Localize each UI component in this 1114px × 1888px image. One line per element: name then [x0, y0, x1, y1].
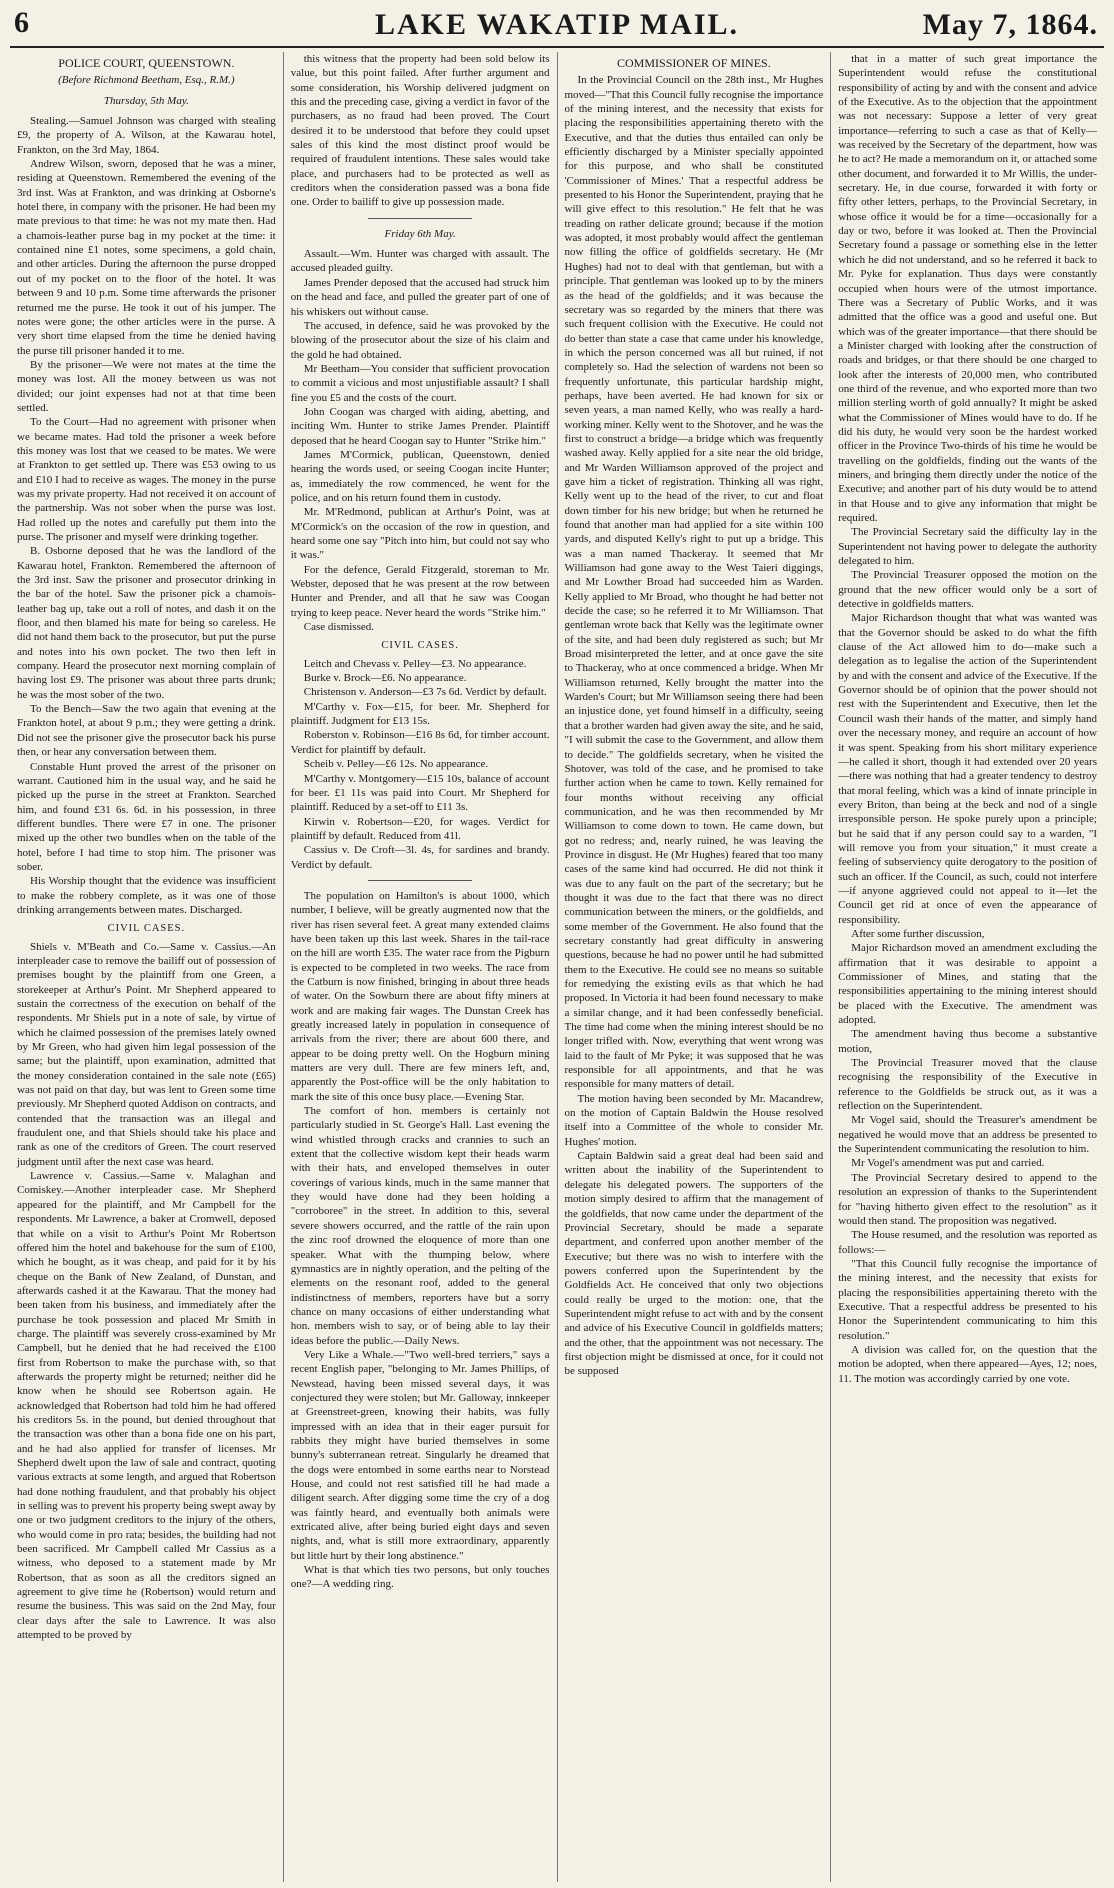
divider [368, 218, 472, 219]
paragraph: John Coogan was charged with aiding, abetting, and inciting Wm. Hunter to strike James Prender. Plaintiff deposed that he heard Coogan say to Hunter "Strike him." [290, 405, 550, 447]
paragraph: The Provincial Treasurer moved that the clause recognising the responsibility of the Executive in reference to the Goldfields be struck out, as it was a reflection on the Superintendent. [838, 1057, 1097, 1113]
civil-cases-continued [291, 52, 550, 210]
paragraph: Lawrence v. Cassius.—Same v. Malaghan and Comiskey.—Another interpleader case. Mr Shepherd appeared for the plaintiff, and Mr Campbell for the respondents. Mr Lawrence, a baker at Cromwell, deposed that while on a visit to Arthur's Point Mr Robertson offered him the hotel and bakehouse for the sum of £100, which he bought, as it was cheap, and paid for it by his cheque on the Bank of New Zealand, of Dunstan, and afterwards cashed it at the Kawarau. That the money had been taken from his business, and immediately after the purchase he took possession and placed Mr Smith in charge. The plaintiff was severely cross-examined by Mr Campbell, but he denied that he had received the £100 first from Robertson to make the purchase with, so that afterwards the property might be returned; neither did he know when he should see Robertson again. He acknowledged that Robertson had told him he had offered his creditors 5s. in the pound, but denied throughout that the transaction was other than a bona fide one on his part, and he had also applied for transfer of licenses. Mr Shepherd dwelt upon the law of sale and contract, quoting various extracts at some length, and argued that Robertson had done nothing fraudulent, and that probably his object in selling was to prevent his property being swept away by one or two judgment creditors to the injury of the others, who would come in pro rata; besides, the building had not been sacrificed. Mr Campbell called Mr Cassius as a witness, who deposed to a statement made by Mr Robertson, that as soon as all the creditors signed an agreement to give time he (Robertson) would return and resume the business. This was said on the 2nd May, four clear days after the sale to Lawrence. It was also attempted to be proved by [17, 1170, 276, 1642]
paragraph: The Provincial Secretary desired to append to the resolution an expression of thanks to the Superintendent for "having hitherto given effect to the resolution" as it would then stand. The proposition was negatived. [838, 1171, 1097, 1227]
paragraph: Kirwin v. Robertson—£20, for wages. Verdict for plaintiff by default. Reduced from 41l. [290, 815, 550, 842]
masthead [10, 6, 1104, 48]
miscellaneous-items [291, 889, 550, 1592]
paragraph: The motion having been seconded by Mr. Macandrew, on the motion of Captain Baldwin the House resolved itself into a Committee of the whole to consider Mr. Hughes' motion. [564, 1092, 824, 1148]
paragraph: Burke v. Brock—£6. No appearance. [303, 672, 467, 685]
column-2 [283, 52, 557, 1882]
column-1 [10, 52, 283, 1882]
paragraph: Leitch and Chevass v. Pelley—£3. No appearance. [303, 657, 527, 670]
paragraph: Assault.—Wm. Hunter was charged with assault. The accused pleaded guilty. [290, 248, 550, 275]
paragraph: The Provincial Treasurer opposed the motion on the ground that the new officer would only be a sort of detective in goldfields matters. [838, 569, 1097, 611]
paragraph: James M'Cormick, publican, Queenstown, denied hearing the words used, or seeing Coogan incite Hunter; as, immediately the row commenced, he went for the police, and on his return found them in custody. [290, 448, 550, 504]
paragraph: To the Bench—Saw the two again that evening at the Frankton hotel, at about 9 p.m.; they were getting a drink. Did not see the prisoner give the prosecutor back his purse then, or hear any conversation between them. [17, 703, 276, 759]
newspaper-title: LAKE WAKATIP MAIL. [374, 8, 740, 41]
paragraph: Case dismissed. [303, 621, 375, 634]
paragraph: Mr Beetham—You consider that sufficient provocation to commit a vicious and most unjustifiable assault? I shall fine you £5 and the costs of the court. [290, 362, 550, 404]
paragraph: Shiels v. M'Beath and Co.—Same v. Cassius.—An interpleader case to remove the bailiff out of possession of premises bought by the plaintiff from one Green, a storekeeper at Arthur's Point. Mr Shepherd appeared to sustain the correctness of the execution on behalf of the respondents. Mr Shiels put in a note of sale, by virtue of which he claimed possession of the premises lately owned by Mr Green, who had given him legal possession of the same; but the plaintiff, upon examination, admitted that the money consideration contained in the sale note (£65) was not paid on that day, but was lent to Green some time previously. Mr Shepherd quoted Addison on contracts, and contended that the transaction was an illegal and fraudulent one, and that Shiels should take his place and rank as one of the creditors of Green. The court reserved judgment until after the next case was heard. [17, 940, 276, 1168]
paragraph: Captain Baldwin said a great deal had been said and written about the inability of the Superintendent to delegate his delegated powers. The supporters of the motion simply desired to affirm that the management of the goldfields, that now came under the department of the Provincial Secretary, should be made a separate department, and conferred upon another member of the Executive; but there was no wish to interfere with the powers conferred upon the Superintendent by the Goldfields Act. He conceived that only two objections could really be urged to the motion: one, that the Superintendent might refuse to act with and by the consent and advice of his Executive Council in goldfields matters; and the other, that the appointment was not necessary. The first objection might be dismissed at once, for it could not be supposed [564, 1150, 824, 1378]
civil-cases-list [291, 657, 550, 872]
commissioner-article-continued [838, 52, 1097, 1386]
paragraph: M'Carthy v. Montgomery—£15 10s, balance of account for beer. £1 11s was paid into Court. Mr Shepherd for plaintiff. Reduced by a set-off to £11 3s. [290, 772, 550, 814]
paragraph: The Provincial Secretary said the difficulty lay in the Superintendent not having power to delegate the authority delegated to him. [838, 526, 1097, 568]
commissioner-heading: COMMISSIONER OF MINES. [617, 56, 771, 70]
paragraph: Mr Vogel said, should the Treasurer's amendment be negatived he would move that an address be presented to the Superintendent communicating the resolution to him. [838, 1114, 1097, 1156]
paragraph: Stealing.—Samuel Johnson was charged with stealing £9, the property of A. Wilson, at the Kawarau hotel, Frankton, on the 3rd May, 1864. [17, 115, 276, 156]
civil-cases-heading: CIVIL CASES. [107, 923, 186, 935]
columns [10, 52, 1104, 1882]
paragraph: this witness that the property had been sold below its value, but this point failed. After further argument and some consideration, his Worship delivered judgment on this and the preceding case, giving a verdict in favor of the purchasers, as no fraud had been proved. The Court desired it to be understood that before they could upset sales of this kind the most distinct proof would be required of fraudulent intentions. These sales would take place, and purchasers had to be protected as well as creditors when the consideration passed was a bona fide one. Order to bailiff to give up possession made. [290, 53, 550, 209]
paragraph: Constable Hunt proved the arrest of the prisoner on warrant. Cautioned him in the usual way, and he said he picked up the purse in the street at Frankton. Searched him, and found £31 6s. 6d. in his possession, in three different bundles. There were £7 in one. The prisoner mixed up the other two bundles when on the table of the hotel, before I had time to stop him. The prisoner was sober. [17, 760, 276, 873]
paragraph: By the prisoner—We were not mates at the time the money was lost. All the money between us was not divided; our joint expenses had not at that time been settled. [17, 358, 276, 414]
paragraph: In the Provincial Council on the 28th inst., Mr Hughes moved—"That this Council fully recognise the importance of the mining interest, and the necessity that exists for placing the responsibilities appertaining thereto with the Executive, and that the duties thus entailed can only be efficiently discharged by a Minister specially appointed for this purpose, and who shall be constituted 'Commissioner of Mines.' That a respectful address be presented to his Honor the Superintendent, praying that he will give effect to this resolution." He felt that he was treading on rather delicate ground; because if the motion was adopted, it most probably would affect the gentleman now filling the office of goldfields secretary. He (Mr Hughes) had not to deal with that gentleman, but with a principle. That gentleman was looked up to by the miners as the head of the goldfields; and it was because the secretary was so regarded by the miners that there was such frequent collision with the Executive. He could not do better than state a case that came under his knowledge, in which the person concerned was all but ruined, if not completely so. Had the selection of wardens not been so frequently unfortunate, this particular hardship might, perhaps, have been averted. He had known for six or seven years, a man named Kelly, who was really a hard-working miner. Kelly went to the Shotover, and he was the first to construct a bridge—a bridge which was frequently washed away. Kelly applied for a site near the old bridge, and Mr Warden Williamson approved of the project and gave him a ticket of registration. Thinking all was right, Kelly went up to the head of the river, to cut and float down timber for his new bridge; but when he returned he found that another man had applied for a site within 100 yards, and disputed Kelly's right to put up a bridge. This was a man named Thackeray. It seemed that Mr Williamson had gone away to the West Taieri diggings, and Mr Lowther Broad had succeeded him as Warden. Kelly applied to Mr Broad, who thought he had better not decide the case; so he referred it to Mr Williamson. That gentleman wrote back that Kelly was the legitimate owner of the site, and had been duly registered as such; but Mr Broad misinterpreted the letter, and at once gave the site to Thackeray, who at once commenced a bridge. When Mr Williamson returned, Kelly brought the matter into the Warden's Court; but Mr Williamson seeing there had been an injustice done, yet found himself in a difficulty, seeing that a brother warden had given away the site, and he said, "I will submit the case to the Government, and allow them to decide." The goldfields secretary, when he visited the Shotover, was told of the case, and he promised to take further action when he came to town. Kelly remained for four months without receiving any official communication, and he was then recommended by Mr Williamson to come down to town. He came down, but got no redress; and, nearly ruined, he was leaving the Province in disgust. He (Mr Hughes) feared that too many cases of the same kind had occurred. He did not think it was due to any fault on the part of the secretary; but he thought it was due to the fact that there was no direct communication between the miners, or the goldfields, and some member of the Government. He also found that the secretary constantly had great difficulty in answering questions, because he had no power until he had submitted them to the Executive. He could see no means so suitable for remedying the existing evils as that which he had proposed. In Victoria it had been found necessary to make a similar change, and it had been confessedly beneficial. The time had come when the mining interest should be no longer trifled with. Now, everything that went wrong was laid to the fault of Mr Pyke; it was supposed that he was responsible for all appointments, and that he was responsible for many matters of detail. [564, 74, 824, 1091]
assault-case-article [291, 247, 550, 634]
issue-date: May 7, 1864. [922, 8, 1098, 41]
paragraph: The accused, in defence, said he was provoked by the blowing of the prosecutor about the size of his claim and the gold he had obtained. [290, 319, 550, 361]
paragraph: "That this Council fully recognise the importance of the mining interest, and the necessity that exists for placing the responsibilities appertaining thereto with the Executive. That a respectful address be presented to his Honor the Superintendent communicating to him this resolution." [838, 1257, 1097, 1342]
page-number: 6 [14, 6, 29, 39]
paragraph: For the defence, Gerald Fitzgerald, storeman to Mr. Webster, deposed that he was present at the row between Hunter and Prender, and all that he saw was Coogan trying to keep peace. Never heard the words "Strike him." [290, 563, 550, 619]
police-court-article [17, 114, 276, 917]
paragraph: Andrew Wilson, sworn, deposed that he was a miner, residing at Queenstown. Remembered the evening of the 3rd inst. Was at Frankton, and was drinking at Osborne's hotel there, in company with the prisoner. He had been my mate previous to that time: he was not my mate then. Had a chamois-leather purse bag in my pocket at the time: it contained nine £1 notes, some specimens, a gold chain, and other articles. During the afternoon the purse dropped out of my pocket on to the floor of the hotel. It was between 9 and 10 p.m. Some time afterwards the prisoner returned me the purse. He took it out of his jumper. The notes were gone; the other articles were in the purse. A very short time elapsed from the time he denied having the purse till prisoner handed it to me. [17, 158, 276, 357]
divider [368, 880, 472, 881]
paragraph: His Worship thought that the evidence was insufficient to make the robbery complete, as it was one of those drinking arrangements between mates. Discharged. [17, 875, 276, 916]
commissioner-article [565, 73, 824, 1378]
paragraph: The population on Hamilton's is about 1000, which number, I believe, will be greatly augmented now that the river has risen several feet. A great many extended claims have been taken up this last week. Shares in the tail-race on the hill are worth £35. The water race from the Pigburn is expected to be completed in two weeks. The race from the Catburn is now finished, bringing in about three heads of water. On the Sowburn there are about fifty miners at work and are making fair wages. The Dunstan Creek has greatly increased lately in population in consequence of arrivals from the river; there are about 600 there, and appear to be doing pretty well. On the Hogburn mining matters are very dull. There are few miners left, and, apparently the Post-office will be the only habitation to mark the site of this once busy place.—Evening Star. [290, 889, 550, 1103]
column-4 [830, 52, 1104, 1882]
paragraph: Mr. M'Redmond, publican at Arthur's Point, was at M'Cormick's on the occasion of the row in question, and heard some one say "Pitch into him, but could not say who it was." [290, 506, 550, 562]
hearing-date: Thursday, 5th May. [103, 94, 189, 107]
paragraph: Very Like a Whale.—"Two well-bred terriers," says a recent English paper, "belonging to Mr. James Phillips, of Newstead, having been missed several days, it was conjectured they were stolen; but Mr. Galloway, innkeeper at Greenstreet-green, knowing their habits, was fully impressed with an idea that in their eager pursuit for rabbits they might have buried themselves in some bunny's subterranean retreat. Singularly he dreamed that the dogs were entombed in some earths near to Norstead House, and could not rest satisfied till he had made a diligent search. After digging some time the cry of a dog was faintly heard, and eventually both animals were extricated alive, after being buried eight days and seven nights, and, what is still more extraordinary, apparently but little hurt by their long abstinence." [290, 1348, 550, 1562]
paragraph: Major Richardson moved an amendment excluding the affirmation that it was desirable to appoint a Commissioner of Mines, and stating that the responsibilities appertaining to the mining interest should be placed with the Executive. The amendment was adopted. [838, 942, 1097, 1027]
paragraph: James Prender deposed that the accused had struck him on the head and face, and pulled the greater part of one of his whiskers out without cause. [290, 276, 550, 318]
paragraph: The comfort of hon. members is certainly not particularly studied in St. George's Hall. Last evening the wind whistled through cracks and crannies to such an extent that the collective wisdom kept their heads warm with their hats, and enveloped themselves in outer coverings of various kinds, much in the same manner that they would have done had they been holding a "corroboree" in the street. In addition to this, several severe showers occurred, and the rattle of the rain upon the zinc roof drowned the eloquence of more than one speaker. What with the thumping below, where gymnastics are in nightly operation, and the pelting of the elements on the resonant roof, added to the general indistinctness of members, reporters have but a sorry chance on many occasions of either understanding what hon. members wish to say, or of being able to lay their ideas before the public.—Daily News. [290, 1105, 550, 1347]
civil-cases-article [17, 940, 276, 1643]
paragraph: The amendment having thus become a substantive motion, [838, 1028, 1097, 1055]
police-court-heading: POLICE COURT, QUEENSTOWN. [58, 56, 235, 70]
column-3 [557, 52, 831, 1882]
paragraph: What is that which ties two persons, but only touches one?—A wedding ring. [290, 1564, 550, 1591]
paragraph: that in a matter of such great importance the Superintendent would refuse the constitutional responsibility of acting by and with the consent and advice of the Executive. As to the objection that the appointment was not necessary: Suppose a letter of very great importance—referring to such a case as that of Kelly—was received by the Secretary of the department, how was he to act? He made a memorandum on it, or attached some other document, and forwarded it to Mr Willis, the under-secretary. He, in due course, forwarded it with forty or fifty other letters, perhaps, to the Provincial Secretary, in whose office it would be for a time—occasionally for a day or two, before it was looked at. Then the Provincial Secretary found a passage or something else in the letter which he did not understand, and so he referred it back to Mr. Pyke for explanation. Thus days were constantly occupied when hours were of the utmost importance. There was a Secretary of Public Works, and it was admitted that the office was a good and useful one. But which was of the greater importance—that there should be a Minister charged with looking after the construction of roads and bridges, or that there should be one charged to look after the interests of 20,000 men, who contributed one third of the revenue, and who exported more than two million sterling worth of gold annually? It might be asked what the Commissioner of Mines would have to do. If he did his duty, he would very soon be the hardest worked officer in the Province Two-thirds of his time he would be travelling on the goldfields, finding out the wants of the miners, and bringing them directly under the notice of the Executive; and another part of his duty would be to attend in that House and to give any information that might be required. [838, 53, 1097, 524]
paragraph: Christenson v. Anderson—£3 7s 6d. Verdict by default. [303, 686, 547, 699]
paragraph: Scheib v. Pelley—£6 12s. No appearance. [303, 758, 489, 771]
hearing-date-friday: Friday 6th May. [384, 227, 456, 240]
paragraph: Roberston v. Robinson—£16 8s 6d, for timber account. Verdict for plaintiff by default. [290, 729, 550, 756]
police-court-subheading: (Before Richmond Beetham, Esq., R.M.) [58, 74, 235, 87]
paragraph: The House resumed, and the resolution was reported as follows:— [838, 1229, 1097, 1256]
paragraph: Mr Vogel's amendment was put and carried. [851, 1157, 1045, 1170]
paragraph: Major Richardson thought that what was wanted was that the Governor should be asked to do what the fifth clause of the Act allowed him to do—make such a delegation as to legalise the action of the Superintendent by and with the consent and advice of the Executive. If the Governor should be of opinion that the power should not rest with the Superintendent and Executive, then let the Council wash their hands of the matter, and simply hand over the necessary money, and require an account of how it was spent. Speaking from his short military experience—he called it short, though it had extended over 20 years—there was nothing that had a greater tendency to destroy that moral feeling, which was a kind of innate principle in every Briton, than being at the beck and nod of a single irresponsible person. He spoke purely upon a principle; but he said that if any person could say to a warden, "I will remove you from your situation," it must create a feeling of subserviency quite derogatory to the position of such an officer. If the Council, as such, could not interfere—if anyone aggrieved could not appeal to it—let the Council get rid at once of even the appearance of responsibility. [838, 612, 1097, 926]
paragraph: A division was called for, on the question that the motion be adopted, when there appeared—Ayes, 12; noes, 11. The motion was accordingly carried by one vote. [838, 1343, 1097, 1385]
paragraph: After some further discussion, [851, 927, 985, 940]
paragraph: To the Court—Had no agreement with prisoner when we became mates. Had told the prisoner a week before this money was lost that we ceased to be mates. We were at Frankton to get settled up. There was £53 owing to us and £10 I had to receive as wages. The money in the purse was my private property. Had not received it on account of the partnership. Was not sober when the purse was lost. Had rolled up the notes and carefully put them into the purse. The prisoner and myself were drinking together. [17, 416, 276, 543]
paragraph: Cassius v. De Croft—3l. 4s, for sardines and brandy. Verdict by default. [290, 844, 550, 871]
paragraph: B. Osborne deposed that he was the landlord of the Kawarau hotel, Frankton. Remembered the afternoon of the 3rd inst. Saw the prisoner and prosecutor drinking in the bar of the hotel. Saw the prisoner pick a chamois-leather bag up, take out a roll of notes, and dash it on the floor, and then blamed his mate for being so careless. He did not hand them back to the prosecutor, but put the purse and notes into his own pocket. The two then left in company. Heard the prosecutor next morning complain of having lost £9. The prisoner was about three parts drunk; he was the most sober of the two. [17, 545, 276, 701]
paragraph: M'Carthy v. Fox—£15, for beer. Mr. Shepherd for plaintiff. Judgment for £13 15s. [290, 700, 550, 728]
civil-cases-heading-2: CIVIL CASES. [381, 640, 459, 652]
